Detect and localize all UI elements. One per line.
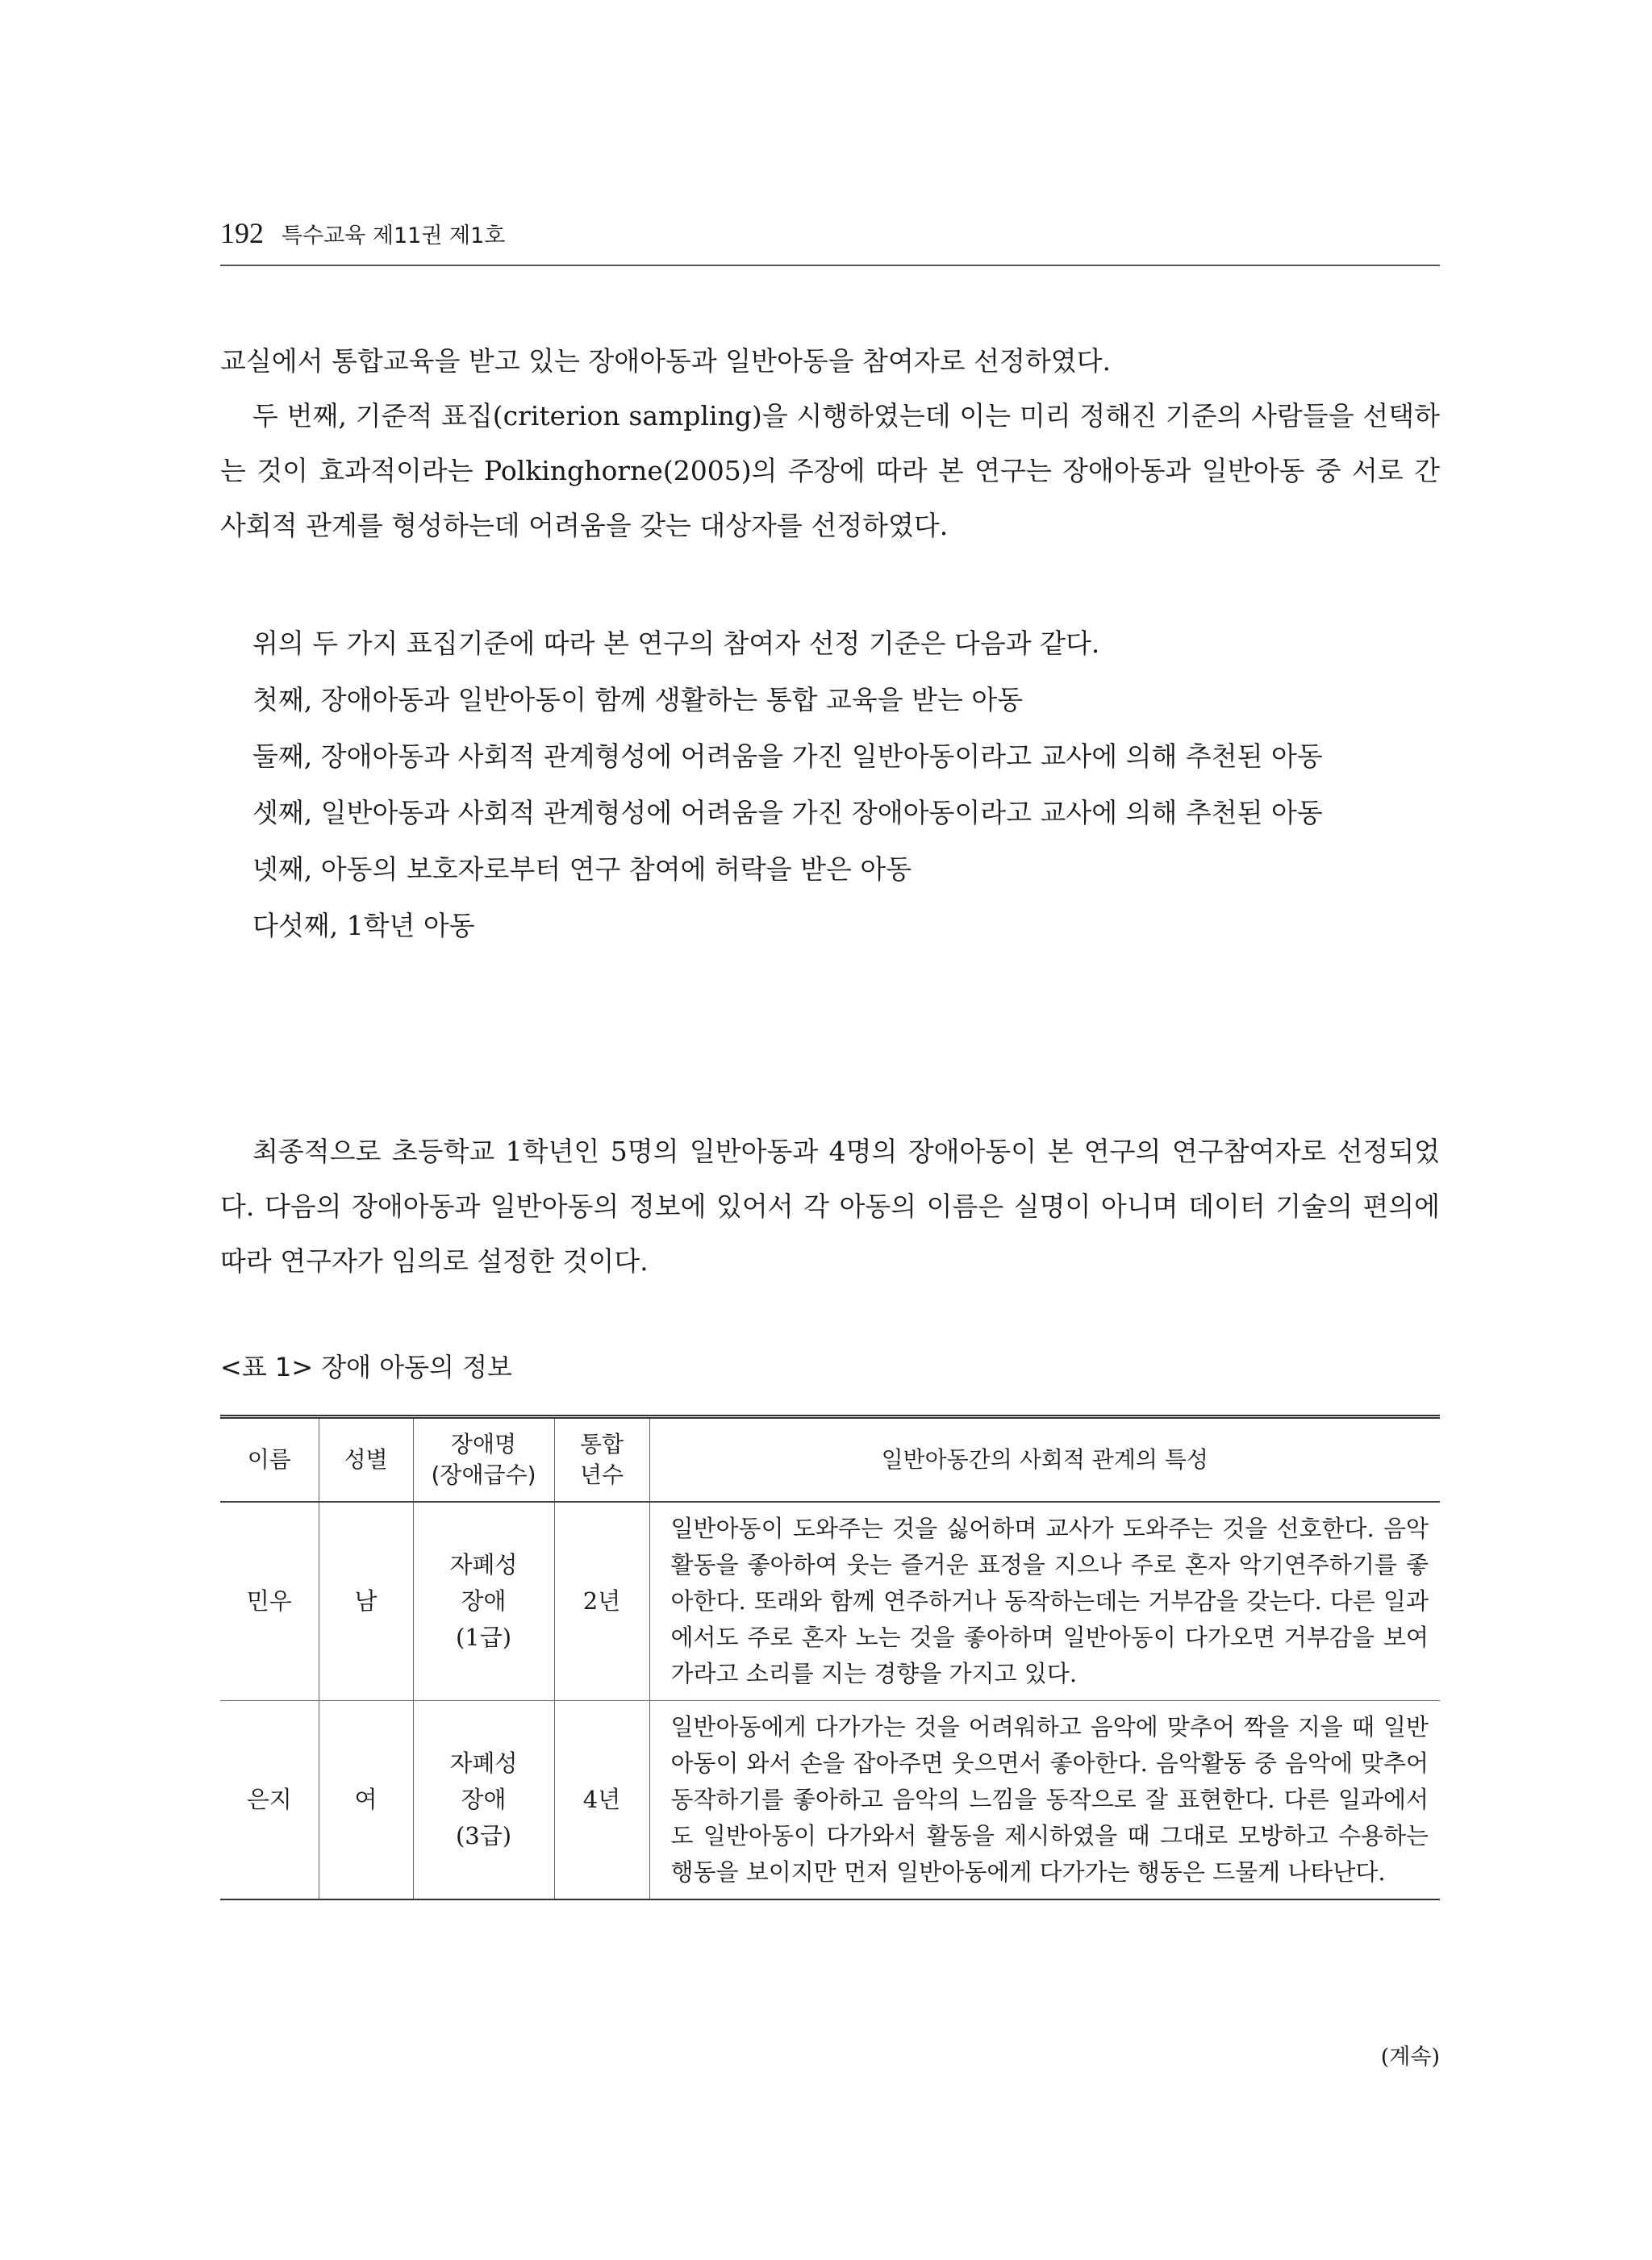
table-row [220, 1502, 1440, 1701]
cell-gender: 여 [319, 1701, 413, 1900]
cell-disability-line3: (3급) [455, 1822, 512, 1849]
criterion-item: 다섯째, 1학년 아동 [252, 910, 475, 941]
criterion-item: 셋째, 일반아동과 사회적 관계형성에 어려움을 가진 장애아동이라고 교사에 의해 추천된 아동 [252, 797, 1323, 828]
header-years-line1: 통합 [579, 1431, 624, 1457]
conclusion-text [220, 1124, 1440, 1289]
header-characteristics: 일반아동간의 사회적 관계의 특성 [649, 1417, 1440, 1503]
table-header-row [220, 1417, 1440, 1503]
cell-name: 민우 [220, 1502, 319, 1701]
criterion-item: 첫째, 장애아동과 일반아동이 함께 생활하는 통합 교육을 받는 아동 [252, 684, 1024, 715]
criterion-item: 넷째, 아동의 보호자로부터 연구 참여에 허락을 받은 아동 [252, 853, 912, 885]
conclusion-paragraph: 최종적으로 초등학교 1학년인 5명의 일반아동과 4명의 장애아동이 본 연구의 연구참여자로 선정되었다. 다음의 장애아동과 일반아동의 정보에 있어서 각 아동의 이름은 실명이 아니며 데이터 기술의 편의에 따라 연구자가 임의로 설정한 것이다. [220, 1136, 1440, 1277]
cell-name: 은지 [220, 1701, 319, 1900]
cell-disability-line1: 자폐성 [449, 1551, 518, 1578]
paragraph-2: 두 번째, 기준적 표집(criterion sampling)을 시행하였는데 이는 미리 정해진 기준의 사람들을 선택하는 것이 효과적이라는 Polkinghorne(2005)의 주장에 따라 본 연구는 장애아동과 일반아동 중 서로 간 사회적 관계를 형성하는데 어려움을 갖는 대상자를 선정하였다. [220, 400, 1440, 541]
cell-disability-line1: 자폐성 [449, 1749, 518, 1777]
criterion-item: 둘째, 장애아동과 사회적 관계형성에 어려움을 가진 일반아동이라고 교사에 의해 추천된 아동 [252, 740, 1323, 772]
criteria-intro: 위의 두 가지 표집기준에 따라 본 연구의 참여자 선정 기준은 다음과 같다. [252, 628, 1100, 659]
header-years-line2: 년수 [579, 1461, 624, 1488]
cell-gender: 남 [319, 1502, 413, 1701]
table-caption: <표 1> 장애 아동의 정보 [220, 1352, 512, 1382]
journal-title: 특수교육 제11권 제1호 [282, 223, 506, 248]
disabled-children-table [220, 1415, 1440, 1900]
page-header [220, 216, 1440, 250]
header-years [554, 1417, 649, 1503]
intro-text [220, 334, 1440, 553]
header-disability-line2: (장애급수) [431, 1461, 536, 1488]
cell-disability [413, 1502, 554, 1701]
paragraph-1: 교실에서 통합교육을 받고 있는 장애아동과 일반아동을 참여자로 선정하였다. [220, 345, 1112, 377]
cell-disability-line3: (1급) [455, 1624, 512, 1651]
page-number: 192 [220, 217, 264, 249]
cell-characteristics: 일반아동에게 다가가는 것을 어려워하고 음악에 맞추어 짝을 지을 때 일반아동이 와서 손을 잡아주면 웃으면서 좋아한다. 음악활동 중 음악에 맞추어 동작하기를 좋아하고 음악의 느낌을 동작으로 잘 표현한다. 다른 일과에서도 일반아동이 다가와서 활동을 제시하였을 때 그대로 모방하고 수용하는 행동을 보이지만 먼저 일반아동에게 다가가는 행동은 드물게 나타난다. [649, 1701, 1440, 1900]
cell-years: 4년 [554, 1701, 649, 1900]
header-disability [413, 1417, 554, 1503]
cell-years: 2년 [554, 1502, 649, 1701]
cell-disability-line2: 장애 [461, 1786, 507, 1813]
header-disability-line1: 장애명 [450, 1431, 517, 1457]
criteria-list [252, 616, 1440, 955]
cell-characteristics: 일반아동이 도와주는 것을 싫어하며 교사가 도와주는 것을 선호한다. 음악활동을 좋아하여 웃는 즐거운 표정을 지으나 주로 혼자 악기연주하기를 좋아한다. 또래와 함께 연주하거나 동작하는데는 거부감을 갖는다. 다른 일과에서도 주로 혼자 노는 것을 좋아하며 일반아동이 다가오면 거부감을 보여 가라고 소리를 지는 경향을 가지고 있다. [649, 1502, 1440, 1701]
continued-note: (계속) [1380, 2045, 1440, 2070]
header-name: 이름 [220, 1417, 319, 1503]
table-row [220, 1701, 1440, 1900]
cell-disability [413, 1701, 554, 1900]
header-gender: 성별 [319, 1417, 413, 1503]
header-rule [220, 265, 1440, 266]
cell-disability-line2: 장애 [461, 1587, 507, 1615]
